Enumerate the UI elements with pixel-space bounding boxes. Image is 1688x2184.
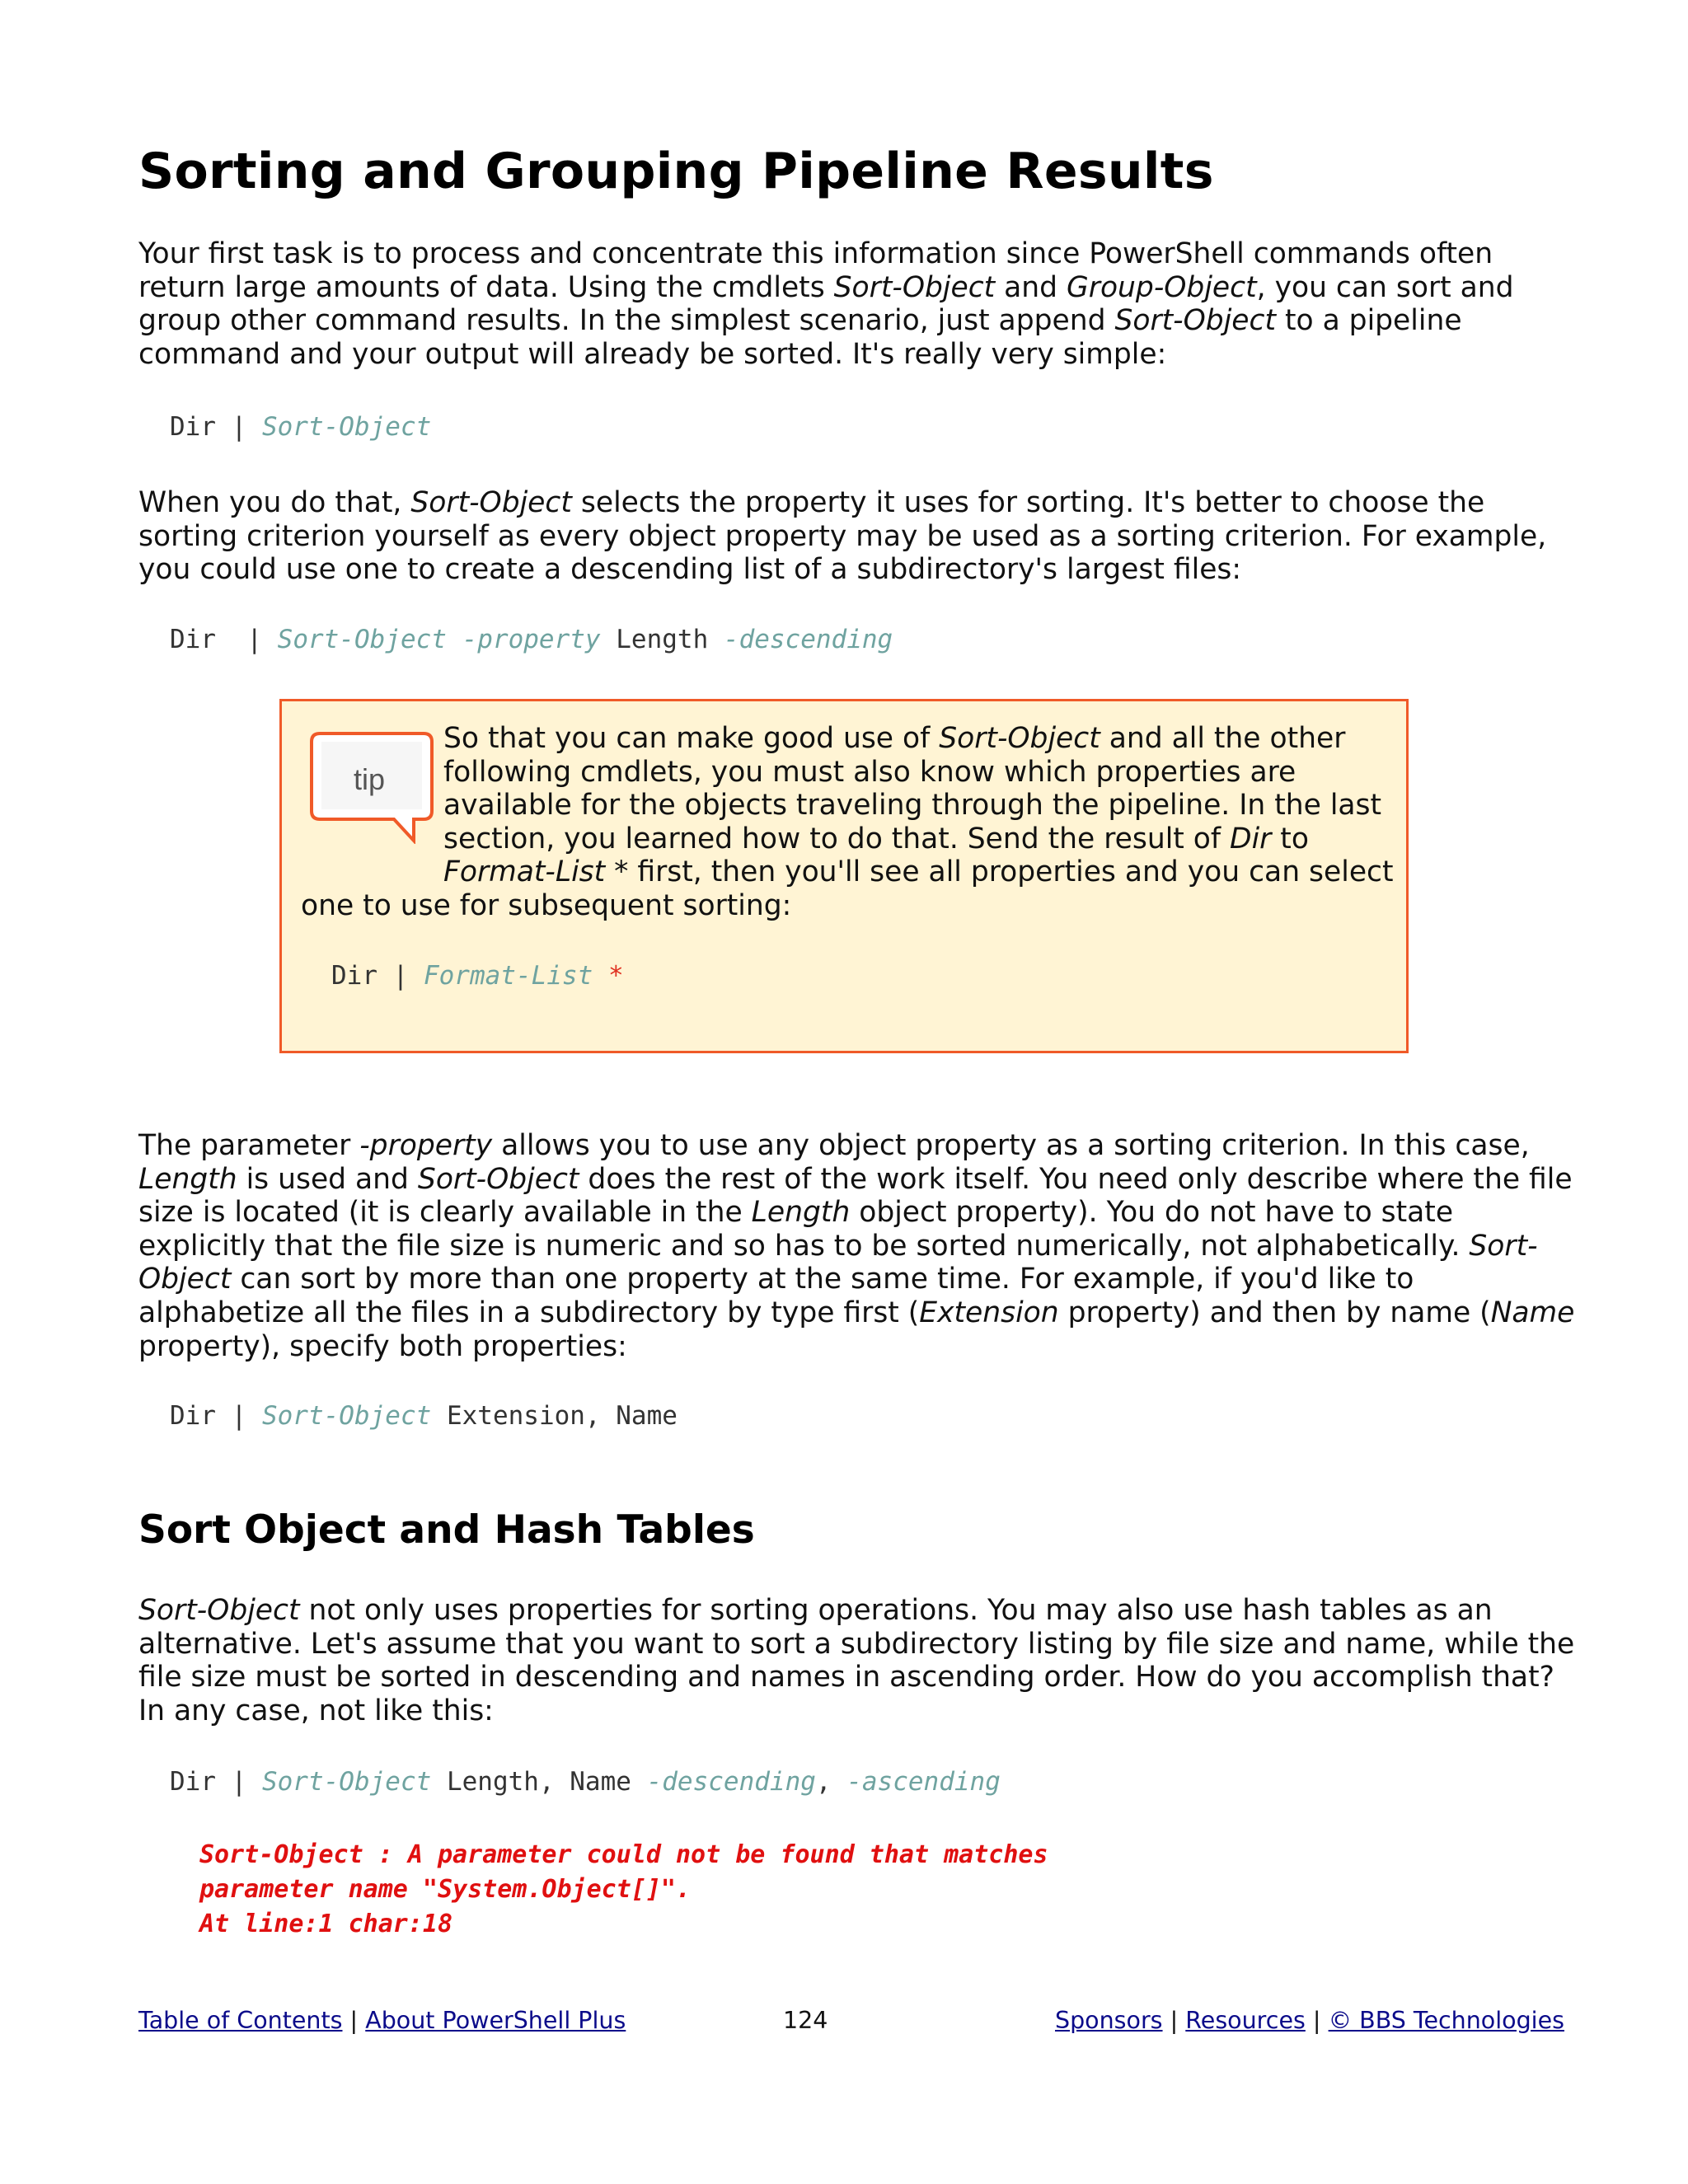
code-sample-failing: Dir | Sort-Object Length, Name -descending, -ascending [170,1767,1001,1797]
separator: | [1305,2007,1329,2034]
tip-text [443,722,1400,889]
text-line: file size must be sorted in descending and names in ascending order. How do you accomplish that? [138,1661,1554,1694]
about-powershell-plus-link[interactable]: About PowerShell Plus [365,2007,626,2034]
text-line: Length is used and Sort-Object does the rest of the work itself. You need only describe where the file [138,1162,1573,1196]
error-output [199,1838,1048,1942]
tip-icon-label: tip [353,762,386,796]
text-line: following cmdlets, you must also know which properties are [443,755,1296,789]
tip-callout-icon [308,729,437,844]
text-line: Your first task is to process and concentrate this information since PowerShell commands often [138,237,1493,270]
text-line: Sort-Object not only uses properties for sorting operations. You may also use hash tables as an [138,1594,1493,1627]
page-title: Sorting and Grouping Pipeline Results [138,143,1214,200]
text-line: property), specify both properties: [138,1329,627,1363]
text-line: available for the objects traveling through the pipeline. In the last [443,789,1382,823]
code-sample-multi-sort: Dir | Sort-Object Extension, Name [170,1401,678,1431]
text-line: you could use one to create a descending list of a subdirectory's largest files: [138,553,1242,587]
text-line: alphabetize all the files in a subdirectory by type first (Extension property) and then by name (Name [138,1296,1575,1329]
text-line: explicitly that the file size is numeric and so has to be sorted numerically, not alphabetically. Sort- [138,1229,1538,1263]
bbs-technologies-link[interactable]: © BBS Technologies [1328,2007,1564,2034]
error-line: Sort-Object : A parameter could not be found that matches [199,1840,1048,1869]
footer-left-links [138,2004,626,2037]
error-line: At line:1 char:18 [199,1910,453,1938]
text-line: group other command results. In the simplest scenario, just append Sort-Object to a pipeline [138,304,1462,338]
separator: | [1162,2007,1186,2034]
sponsors-link[interactable]: Sponsors [1055,2007,1163,2034]
table-of-contents-link[interactable]: Table of Contents [138,2007,343,2034]
text-line: alternative. Let's assume that you want to sort a subdirectory listing by file size and name, while the [138,1627,1575,1661]
error-line: parameter name "System.Object[]". [199,1875,692,1904]
tip-code-sample: Dir | Format-List * [331,961,624,991]
text-line: size is located (it is clearly available in the Length object property). You do not have to state [138,1196,1454,1230]
text-line: When you do that, Sort-Object selects the property it uses for sorting. It's better to choose the [138,486,1485,519]
footer-right-links [1055,2004,1564,2037]
text-line: return large amounts of data. Using the cmdlets Sort-Object and Group-Object, you can sort and [138,270,1514,304]
sort-explanation-paragraph [138,486,1556,587]
hash-tables-paragraph [138,1594,1575,1727]
text-line: So that you can make good use of Sort-Object and all the other [443,722,1346,755]
section-heading: Sort Object and Hash Tables [138,1507,755,1553]
text-line: command and your output will already be sorted. It's really very simple: [138,337,1167,371]
text-line: The parameter -property allows you to use any object property as a sorting criterion. In this case, [138,1129,1530,1162]
text-line: section, you learned how to do that. Send the result of Dir to [443,822,1309,855]
text-line: sorting criterion yourself as every object property may be used as a sorting criterion. For example, [138,519,1547,553]
property-parameter-paragraph [138,1129,1575,1363]
text-line: Format-List * first, then you'll see all properties and you can select [443,855,1394,889]
tip-text-last-line: one to use for subsequent sorting: [301,889,792,922]
text-line: Object can sort by more than one property at the same time. For example, if you'd like to [138,1263,1414,1296]
separator: | [342,2007,366,2034]
code-sample-sort: Dir | Sort-Object [170,412,432,442]
code-sample-descending: Dir | Sort-Object -property Length -descending [170,625,893,654]
resources-link[interactable]: Resources [1185,2007,1306,2034]
intro-paragraph [138,237,1556,371]
text-line: In any case, not like this: [138,1694,494,1727]
page-number: 124 [783,2007,828,2034]
